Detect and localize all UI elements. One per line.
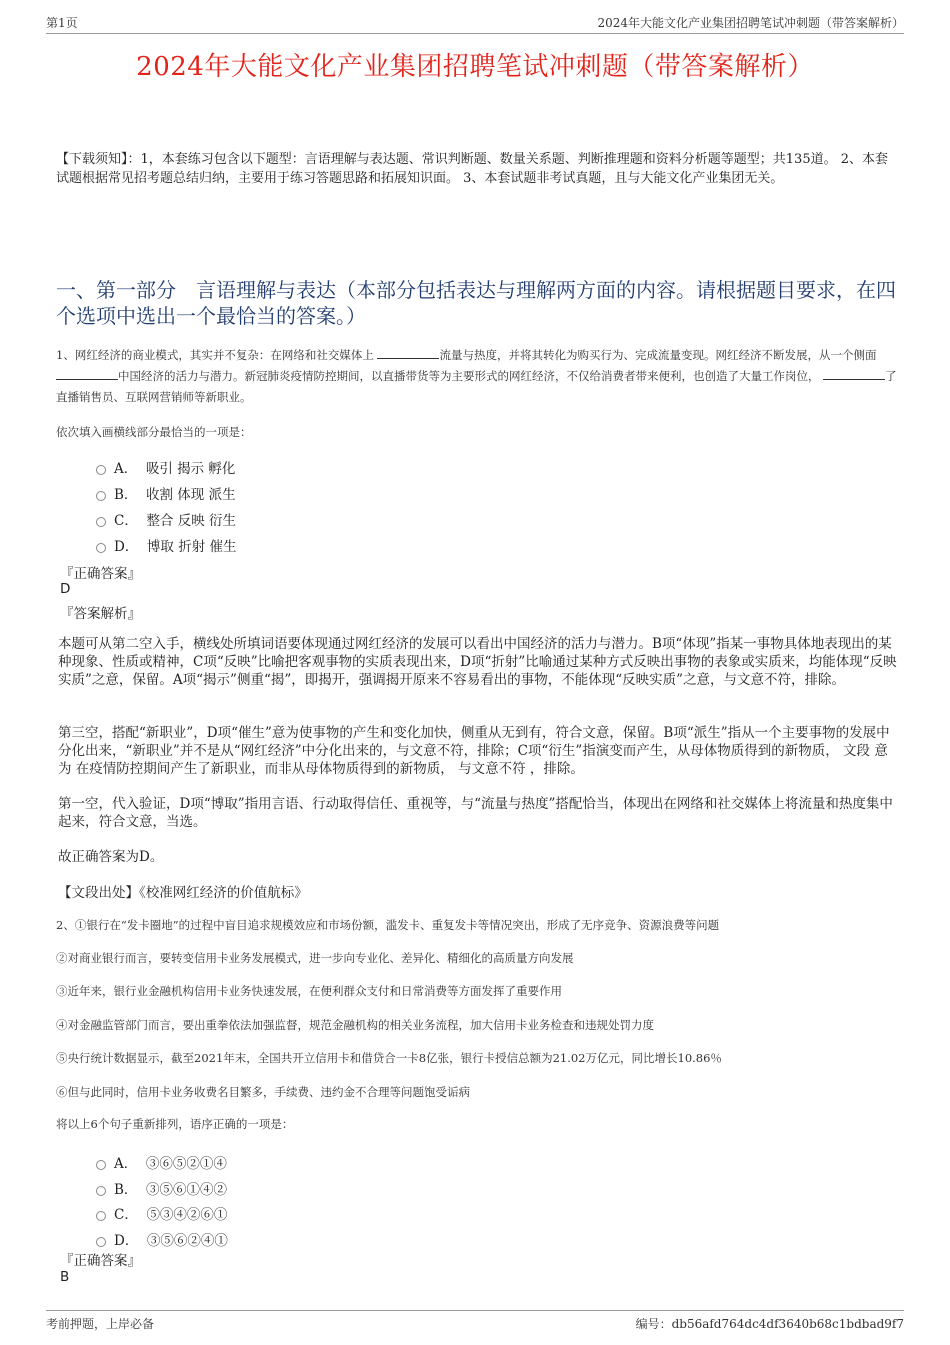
radio-icon[interactable] [96,1237,106,1247]
q1-answer-label: 『正确答案』 [60,566,141,582]
option-label: C． [114,513,138,529]
q2-option-b[interactable] [96,1178,227,1198]
option-label: A． [114,461,138,477]
q1-stem-part-4: 了直播销售员、互联网营销师等新职业。 [56,369,897,404]
option-label: D． [114,1233,139,1249]
q2-prompt: 将以上6个句子重新排列，语序正确的一项是： [56,1117,294,1131]
q1-option-a[interactable] [96,457,235,477]
q2-option-c[interactable] [96,1203,227,1223]
q1-option-d[interactable] [96,535,237,555]
radio-icon[interactable] [96,465,106,475]
q1-option-b[interactable] [96,483,236,503]
q1-prompt: 依次填入画横线部分最恰当的一项是： [56,425,252,439]
q1-stem-part-1: 1、网红经济的商业模式，其实并不复杂：在网络和社交媒体上 [56,348,378,362]
question-1-stem [56,345,900,408]
option-label: C． [114,1207,138,1223]
option-text: 收割 体现 派生 [146,487,236,503]
q1-analysis-paragraph-3: 第一空，代入验证，D项“博取”指用言语、行动取得信任、重视等，与“流量与热度”搭配恰当，体现出在网络和社交媒体上将流量和热度集中起来，符合文意，当选。 [58,796,893,830]
q1-analysis-paragraph-2: 第三空，搭配“新职业”，D项“催生”意为使事物的产生和变化加快，侧重从无到有，符合文意，保留。B项“派生”指从一个主要事物的发展中分化出来，“新职业”并不是从“网红经济”中分化出来的，与文意不符，排除；C项“衍生”指演变而产生，从母体物质得到的新物质， 文段 意为 在疫情防控期间产生了新职业，而非从母体物质得到的新物质， 与文意不符 ，排除。 [58,725,890,777]
q1-stem-part-2: 流量与热度，并将其转化为购买行为、完成流量变现。网红经济不断发展，从一个侧面 [439,348,877,362]
option-text: 吸引 揭示 孵化 [145,461,236,477]
radio-icon[interactable] [96,517,106,527]
radio-icon[interactable] [96,543,106,553]
radio-icon[interactable] [96,1160,106,1170]
q1-blank-3 [823,367,885,380]
q1-blank-2 [56,367,118,380]
footer-divider [46,1310,904,1311]
radio-icon[interactable] [96,1211,106,1221]
q2-option-d[interactable] [96,1229,228,1249]
option-text: ⑤③④②⑥① [146,1207,228,1223]
header-page-label: 第1页 [46,16,78,30]
q2-answer-label: 『正确答案』 [60,1253,141,1269]
download-notice: 【下载须知】：1，本套练习包含以下题型：言语理解与表达题、常识判断题、数量关系题、判断推理题和资料分析题等题型；共135道。 2、本套试题根据常见招考题总结归纳，主要用于练习答题思路和拓展知识面。 3、本套试题非考试真题，且与大能文化产业集团无关。 [56,152,888,186]
q1-blank-1 [377,346,439,359]
q2-option-a[interactable] [96,1152,227,1172]
header-divider [46,33,904,34]
q1-answer: D [60,581,71,597]
footer-slogan: 考前押题，上岸必备 [46,1317,155,1331]
option-label: D． [114,539,139,555]
q1-analysis-label: 『答案解析』 [60,606,141,622]
page-title: 2024年大能文化产业集团招聘笔试冲刺题（带答案解析） [136,52,814,82]
q2-sentence-1: 2、①银行在“发卡圈地”的过程中盲目追求规模效应和市场份额，滥发卡、重复发卡等情况突出，形成了无序竞争、资源浪费等问题 [56,918,720,932]
option-label: B． [114,1182,138,1198]
q1-analysis-paragraph-4: 故正确答案为D。 [58,849,164,865]
footer-serial: 编号：db56afd764dc4df3640b68c1bdbad9f7 [635,1317,904,1331]
q2-sentence-5: ⑤央行统计数据显示，截至2021年末，全国共开立信用卡和借贷合一卡8亿张，银行卡授信总额为21.02万亿元，同比增长10.86％ [56,1051,722,1065]
header-doc-title: 2024年大能文化产业集团招聘笔试冲刺题（带答案解析） [597,16,904,30]
q2-answer: B [60,1269,70,1285]
q1-source: 【文段出处】《校准网红经济的价值航标》 [58,885,308,901]
q2-sentence-6: ⑥但与此同时，信用卡业务收费名目繁多，手续费、违约金不合理等问题饱受诟病 [56,1085,470,1099]
option-text: 整合 反映 衍生 [146,513,237,529]
option-label: A． [114,1156,138,1172]
q1-option-c[interactable] [96,509,236,529]
q2-sentence-4: ④对金融监管部门而言，要出重拳依法加强监督，规范金融机构的相关业务流程，加大信用卡业务检查和违规处罚力度 [56,1018,654,1032]
radio-icon[interactable] [96,1186,106,1196]
option-text: ③⑥⑤②①④ [145,1156,227,1172]
radio-icon[interactable] [96,491,106,501]
option-text: ③⑤⑥②④① [146,1233,228,1249]
section-heading: 一、第一部分 言语理解与表达（本部分包括表达与理解两方面的内容。请根据题目要求，在四个选项中选出一个最恰当的答案。） [56,278,896,328]
option-text: 博取 折射 催生 [146,539,237,555]
q2-sentence-3: ③近年来，银行业金融机构信用卡业务快速发展，在便利群众支付和日常消费等方面发挥了重要作用 [56,984,562,998]
option-label: B． [114,487,138,503]
q2-sentence-2: ②对商业银行而言，要转变信用卡业务发展模式，进一步向专业化、差异化、精细化的高质量方向发展 [56,951,574,965]
q1-analysis-paragraph-1: 本题可从第二空入手，横线处所填词语要体现通过网红经济的发展可以看出中国经济的活力与潜力。B项“体现”指某一事物具体地表现出的某种现象、性质或精神，C项“反映”比喻把客观事物的实质表现出来，D项“折射”比喻通过某种方式反映出事物的表象或实质来，均能体现“反映实质”之意，保留。A项“揭示”侧重“揭”，即揭开，强调揭开原来不容易看出的事物，不能体现“反映实质”之意，与文意不符，排除。 [58,636,897,688]
q1-stem-part-3: 中国经济的活力与潜力。新冠肺炎疫情防控期间，以直播带货等为主要形式的网红经济，不仅给消费者带来便利，也创造了大量工作岗位， [118,369,824,383]
option-text: ③⑤⑥①④② [146,1182,228,1198]
